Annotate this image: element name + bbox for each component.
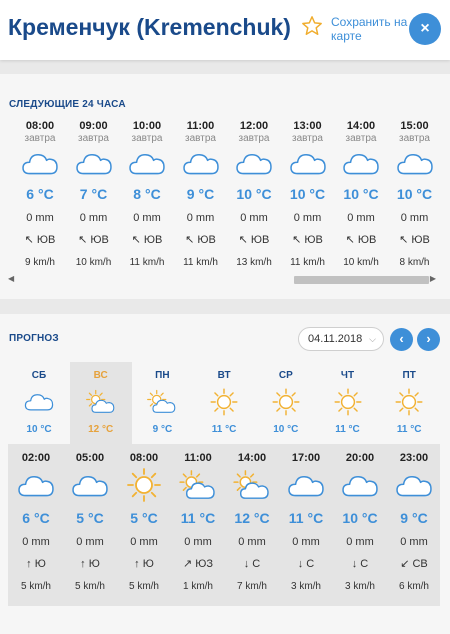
next-day-button[interactable] (417, 328, 440, 351)
days-strip (8, 362, 440, 444)
day-tab[interactable] (378, 362, 440, 444)
hour-day: завтра (399, 133, 430, 144)
hour-wind-direction: ↖ ЮВ (131, 234, 163, 246)
day-name: ЧТ (340, 370, 355, 381)
cloud-icon (67, 145, 121, 181)
hour-temperature: 10 °C (289, 186, 326, 202)
sun-cloud-icon (225, 465, 279, 505)
hour-wind-direction: ↑ Ю (80, 558, 100, 570)
sun-cloud-icon (171, 465, 225, 505)
cloud-icon (9, 465, 63, 505)
day-temperature: 12 °C (88, 424, 114, 435)
day-tab[interactable] (8, 362, 70, 444)
hour-precipitation: 0 mm (292, 536, 320, 548)
forecast-hour-item (63, 452, 117, 597)
hour-temperature: 9 °C (400, 510, 428, 526)
hour-wind-speed: 5 km/h (20, 581, 51, 592)
day-tab[interactable] (131, 362, 193, 444)
sun-cloud-icon (70, 384, 132, 420)
day-tab[interactable] (193, 362, 255, 444)
header (0, 0, 450, 60)
forecast-hour-item (279, 452, 333, 597)
sun-icon (117, 465, 171, 505)
hour-wind-direction: ↖ ЮВ (292, 234, 323, 246)
hour-temperature: 9 °C (186, 186, 215, 202)
hour-item (174, 120, 228, 273)
hour-wind-direction: ↖ ЮВ (399, 234, 430, 246)
hour-time: 08:00 (25, 120, 55, 132)
hour-time: 08:00 (129, 452, 159, 464)
hour-precipitation: 0 mm (400, 536, 428, 548)
horizontal-scrollbar[interactable] (6, 274, 438, 288)
close-icon: × (420, 20, 430, 37)
hour-temperature: 12 °C (234, 510, 270, 526)
day-temperature: 10 °C (273, 424, 299, 435)
hour-time: 05:00 (75, 452, 105, 464)
save-to-map-button[interactable] (301, 15, 411, 43)
prev-day-button[interactable] (390, 328, 413, 351)
hour-temperature: 10 °C (236, 186, 272, 202)
hour-wind-speed: 5 km/h (74, 581, 105, 592)
hour-item (388, 120, 442, 273)
hour-time: 20:00 (345, 452, 375, 464)
hour-temperature: 11 °C (180, 510, 216, 526)
hour-wind-direction: ↓ С (351, 558, 369, 570)
hour-time: 23:00 (399, 452, 429, 464)
hour-time: 14:00 (237, 452, 267, 464)
hour-temperature: 5 °C (130, 510, 158, 526)
forecast-hour-item (117, 452, 171, 597)
cloud-icon (174, 145, 228, 181)
hour-wind-direction: ↖ ЮВ (185, 234, 216, 246)
hour-item (67, 120, 121, 273)
day-name: ВТ (217, 370, 231, 381)
hour-wind-speed: 10 km/h (343, 257, 379, 268)
hour-time: 12:00 (239, 120, 269, 132)
hour-wind-direction: ↙ СВ (400, 558, 428, 570)
chevron-down-icon: ⌵ (369, 334, 376, 344)
hour-day: завтра (292, 133, 323, 144)
hour-wind-direction: ↗ ЮЗ (182, 558, 214, 570)
hour-day: завтра (345, 133, 377, 144)
chevron-right-icon: › (426, 331, 431, 346)
forecast-hour-item (225, 452, 279, 597)
date-value: 04.11.2018 (308, 333, 363, 345)
hour-precipitation: 0 mm (400, 212, 429, 224)
day-temperature: 11 °C (335, 424, 360, 435)
day-name: ВС (93, 370, 108, 381)
cloud-icon (387, 465, 441, 505)
day-tab[interactable] (317, 362, 379, 444)
hour-precipitation: 0 mm (184, 536, 212, 548)
day-tab[interactable] (70, 362, 132, 444)
forecast-title: ПРОГНОЗ (9, 333, 59, 344)
hour-day: завтра (78, 133, 109, 144)
close-button[interactable] (409, 13, 441, 45)
page-title: Кременчук (Kremenchuk) (8, 14, 291, 40)
hour-temperature: 6 °C (26, 186, 54, 202)
hour-precipitation: 0 mm (293, 212, 322, 224)
chevron-left-icon: ‹ (399, 331, 404, 346)
hour-temperature: 10 °C (343, 186, 379, 202)
hour-wind-speed: 8 km/h (399, 257, 430, 268)
hour-time: 09:00 (79, 120, 108, 132)
star-icon (301, 15, 323, 37)
hour-wind-speed: 9 km/h (24, 257, 55, 268)
hour-wind-speed: 3 km/h (290, 581, 321, 592)
cloud-icon (13, 145, 67, 181)
hour-time: 10:00 (132, 120, 162, 132)
hour-wind-direction: ↓ С (297, 558, 315, 570)
hour-time: 13:00 (293, 120, 322, 132)
hour-temperature: 5 °C (76, 510, 104, 526)
day-temperature: 10 °C (26, 424, 52, 435)
hour-precipitation: 0 mm (76, 536, 104, 548)
hour-precipitation: 0 mm (346, 536, 374, 548)
cloud-icon (8, 384, 70, 420)
hour-precipitation: 0 mm (26, 212, 54, 224)
sun-icon (317, 384, 379, 420)
forecast-hour-item (9, 452, 63, 597)
hour-day: завтра (238, 133, 270, 144)
hour-wind-direction: ↖ ЮВ (78, 234, 109, 246)
day-name: СР (278, 370, 293, 381)
hour-precipitation: 0 mm (238, 536, 266, 548)
hour-temperature: 6 °C (22, 510, 50, 526)
day-name: ПН (155, 370, 170, 381)
hour-wind-speed: 5 km/h (128, 581, 159, 592)
cloud-icon (63, 465, 117, 505)
hour-wind-direction: ↖ ЮВ (238, 234, 270, 246)
hour-wind-speed: 3 km/h (344, 581, 375, 592)
next-24-hours-title: СЛЕДУЮЩИЕ 24 ЧАСА (9, 99, 126, 110)
hour-wind-speed: 1 km/h (182, 581, 213, 592)
hour-wind-direction: ↖ ЮВ (345, 234, 377, 246)
hour-time: 15:00 (400, 120, 429, 132)
hour-day: завтра (24, 133, 56, 144)
sun-icon (193, 384, 255, 420)
cloud-icon (227, 145, 281, 181)
hour-precipitation: 0 mm (79, 212, 108, 224)
hour-time: 11:00 (184, 452, 212, 464)
cloud-icon (279, 465, 333, 505)
forecast-hour-item (387, 452, 441, 597)
hour-wind-direction: ↓ С (243, 558, 261, 570)
hour-wind-speed: 13 km/h (236, 257, 272, 268)
hour-precipitation: 0 mm (22, 536, 50, 548)
hour-precipitation: 0 mm (186, 212, 215, 224)
day-detail-hours (8, 444, 440, 606)
save-to-map-label: Сохранить на карте (331, 15, 408, 43)
hour-wind-speed: 7 km/h (236, 581, 267, 592)
date-select[interactable] (298, 327, 384, 351)
hour-temperature: 11 °C (288, 510, 324, 526)
hour-time: 17:00 (291, 452, 321, 464)
hour-wind-speed: 11 km/h (290, 257, 325, 268)
hour-precipitation: 0 mm (347, 212, 375, 224)
hour-item (334, 120, 388, 273)
hour-time: 02:00 (21, 452, 51, 464)
hour-wind-speed: 6 km/h (398, 581, 429, 592)
scrollbar-thumb[interactable] (294, 276, 429, 284)
cloud-icon (388, 145, 442, 181)
cloud-icon (281, 145, 335, 181)
hour-time: 11:00 (186, 120, 215, 132)
forecast-hour-item (171, 452, 225, 597)
hour-temperature: 10 °C (342, 510, 378, 526)
hour-day: завтра (185, 133, 216, 144)
hour-item (281, 120, 335, 273)
hour-precipitation: 0 mm (130, 536, 158, 548)
hour-time: 14:00 (346, 120, 376, 132)
hour-precipitation: 0 mm (240, 212, 268, 224)
hour-wind-speed: 11 km/h (183, 257, 218, 268)
hour-wind-direction: ↑ Ю (26, 558, 46, 570)
hour-temperature: 10 °C (396, 186, 433, 202)
day-name: СБ (31, 370, 47, 381)
hour-wind-speed: 11 km/h (129, 257, 165, 268)
day-temperature: 9 °C (152, 424, 173, 435)
scroll-left-icon[interactable]: ◀ (8, 274, 15, 283)
sun-icon (255, 384, 317, 420)
hour-item (13, 120, 67, 273)
day-name: ПТ (402, 370, 416, 381)
scroll-right-icon[interactable]: ▶ (429, 274, 436, 283)
sun-icon (378, 384, 440, 420)
hour-wind-direction: ↑ Ю (134, 558, 154, 570)
hour-day: завтра (131, 133, 163, 144)
hour-item (227, 120, 281, 273)
forecast-hour-item (333, 452, 387, 597)
sun-cloud-icon (131, 384, 193, 420)
hour-item (120, 120, 174, 273)
hour-temperature: 8 °C (133, 186, 161, 202)
day-temperature: 11 °C (396, 424, 422, 435)
hour-precipitation: 0 mm (133, 212, 161, 224)
cloud-icon (334, 145, 388, 181)
cloud-icon (333, 465, 387, 505)
hour-wind-speed: 10 km/h (75, 257, 112, 268)
day-temperature: 11 °C (211, 424, 237, 435)
hour-temperature: 7 °C (79, 186, 108, 202)
hour-wind-direction: ↖ ЮВ (24, 234, 56, 246)
day-tab[interactable] (255, 362, 317, 444)
cloud-icon (120, 145, 174, 181)
